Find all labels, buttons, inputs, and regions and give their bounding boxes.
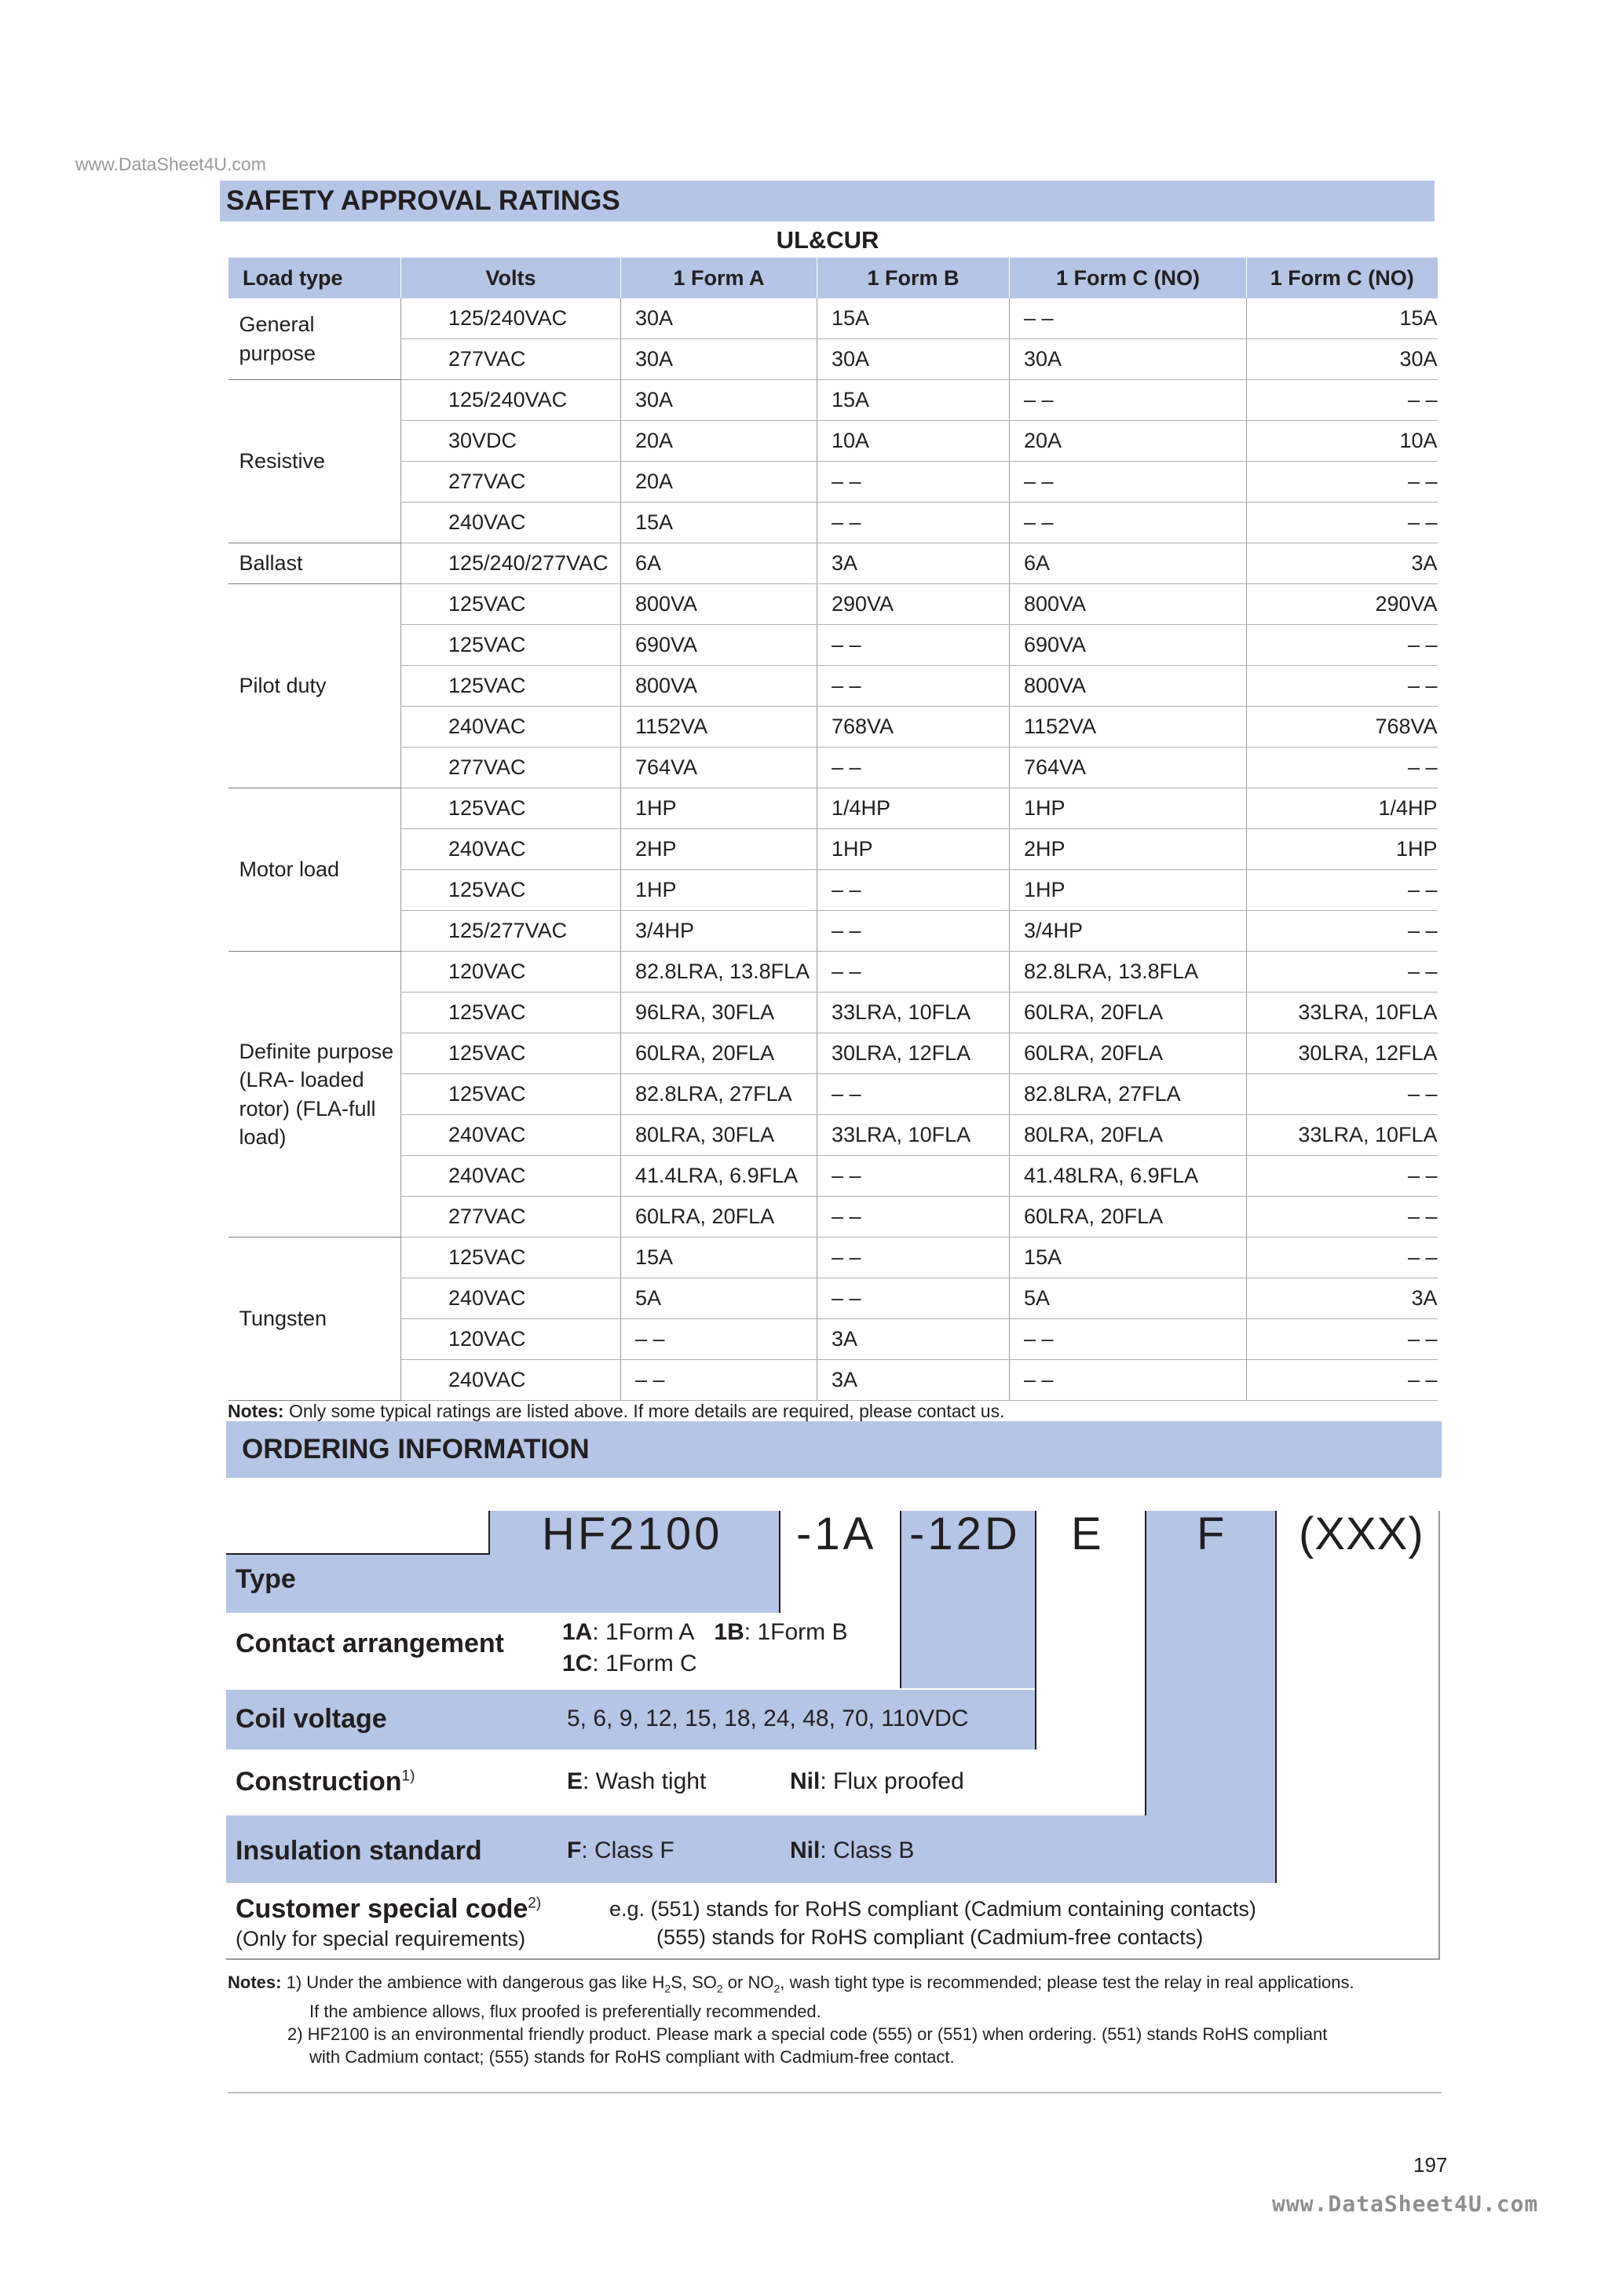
rating-cell: 1/4HP <box>817 788 1010 829</box>
ratings-header-1: Volts <box>401 258 621 298</box>
rating-cell: – – <box>817 1074 1010 1115</box>
rating-cell: 30LRA, 12FLA <box>817 1033 1010 1074</box>
rating-cell: 3A <box>817 1319 1010 1360</box>
rating-cell: – – <box>1247 503 1438 543</box>
rating-cell: 800VA <box>621 666 817 707</box>
rating-cell: 240VAC <box>401 1360 621 1401</box>
table-row <box>228 339 1438 380</box>
rating-cell: 764VA <box>1010 748 1247 788</box>
rating-cell: 15A <box>621 1238 817 1278</box>
construction-options: E: Wash tight <box>567 1768 707 1794</box>
rating-cell: – – <box>1247 380 1438 421</box>
rating-cell: 125VAC <box>401 1074 621 1115</box>
rating-cell: – – <box>817 952 1010 993</box>
bottom-divider <box>228 2092 1442 2093</box>
rating-cell: 30LRA, 12FLA <box>1247 1033 1438 1074</box>
rating-cell: 30A <box>621 298 817 339</box>
rating-cell: 125VAC <box>401 1033 621 1074</box>
rating-cell: 82.8LRA, 27FLA <box>621 1074 817 1115</box>
code-coil: -12D <box>909 1508 1021 1559</box>
rating-cell: 33LRA, 10FLA <box>817 1115 1010 1156</box>
rating-cell: 125VAC <box>401 584 621 625</box>
rating-cell: 125/240VAC <box>401 298 621 339</box>
rating-cell: – – <box>1247 1238 1438 1278</box>
rating-cell: 125VAC <box>401 1238 621 1278</box>
contact-label: Contact arrangement <box>236 1629 504 1658</box>
ratings-header-2: 1 Form A <box>621 258 817 298</box>
table-row <box>228 870 1438 911</box>
rating-cell: 33LRA, 10FLA <box>1247 993 1438 1033</box>
coil-values: 5, 6, 9, 12, 15, 18, 24, 48, 70, 110VDC <box>567 1706 969 1731</box>
rating-cell: 3A <box>817 543 1010 584</box>
rating-cell: 125VAC <box>401 666 621 707</box>
rating-cell: 277VAC <box>401 462 621 503</box>
rating-cell: – – <box>1247 1197 1438 1238</box>
rating-cell: 240VAC <box>401 1278 621 1319</box>
rating-cell: 3/4HP <box>1010 911 1247 952</box>
ratings-table <box>228 258 1438 1401</box>
rating-cell: 690VA <box>621 625 817 666</box>
load-type-cell: Ballast <box>228 543 401 584</box>
safety-section-title: SAFETY APPROVAL RATINGS <box>226 185 620 216</box>
note-2-line1: 2) HF2100 is an environmental friendly product. Please mark a special code (555) or (551) when ordering. (551) stands RoHS compliant <box>287 2024 1328 2045</box>
load-type-cell: Pilot duty <box>228 584 401 788</box>
rating-cell: 20A <box>621 421 817 462</box>
rating-cell: 240VAC <box>401 1115 621 1156</box>
rating-cell: – – <box>1247 748 1438 788</box>
rating-cell: 5A <box>1010 1278 1247 1319</box>
rating-cell: – – <box>1247 952 1438 993</box>
rating-cell: – – <box>817 1197 1010 1238</box>
code-insulation: F <box>1197 1508 1228 1559</box>
rating-cell: 1152VA <box>1010 707 1247 748</box>
rating-cell: 290VA <box>817 584 1010 625</box>
safety-section-header <box>220 181 1435 221</box>
construction-label: Construction$^{1)}$ <box>236 1767 415 1797</box>
rating-cell: – – <box>1247 462 1438 503</box>
ordering-section-title: ORDERING INFORMATION <box>242 1434 590 1464</box>
rating-cell: – – <box>1247 1156 1438 1197</box>
rating-cell: 20A <box>621 462 817 503</box>
table-row <box>228 1319 1438 1360</box>
rating-cell: 60LRA, 20FLA <box>621 1197 817 1238</box>
rating-cell: 120VAC <box>401 952 621 993</box>
rating-cell: – – <box>621 1360 817 1401</box>
rating-cell: 6A <box>621 543 817 584</box>
type-label: Type <box>236 1564 296 1594</box>
table-row <box>228 1197 1438 1238</box>
type-row-block <box>226 1553 779 1613</box>
code-type: HF2100 <box>542 1508 723 1559</box>
table-row <box>228 666 1438 707</box>
rating-cell: 30A <box>1010 339 1247 380</box>
rating-cell: 15A <box>817 380 1010 421</box>
rating-cell: 96LRA, 30FLA <box>621 993 817 1033</box>
rating-cell: 80LRA, 20FLA <box>1010 1115 1247 1156</box>
rating-cell: 1HP <box>621 870 817 911</box>
special-line2: (555) stands for RoHS compliant (Cadmium-free contacts) <box>656 1925 1204 1949</box>
rating-cell: 1HP <box>1010 870 1247 911</box>
ratings-notes <box>228 1401 1004 1422</box>
rating-cell: 30VDC <box>401 421 621 462</box>
rating-cell: – – <box>1010 380 1247 421</box>
ratings-header-row <box>228 258 1438 298</box>
rating-cell: 1/4HP <box>1247 788 1438 829</box>
load-type-cell: Tungsten <box>228 1238 401 1401</box>
rating-cell: 10A <box>1247 421 1438 462</box>
rating-cell: 125/240/277VAC <box>401 543 621 584</box>
rating-cell: 15A <box>817 298 1010 339</box>
rating-cell: 1HP <box>621 788 817 829</box>
rating-cell: 1HP <box>817 829 1010 870</box>
ul-cur-title: UL&CUR <box>776 226 879 254</box>
rating-cell: – – <box>817 462 1010 503</box>
table-row <box>228 1238 1438 1278</box>
rating-cell: – – <box>1247 911 1438 952</box>
table-row <box>228 748 1438 788</box>
rating-cell: 1152VA <box>621 707 817 748</box>
rating-cell: 240VAC <box>401 707 621 748</box>
rating-cell: 30A <box>621 339 817 380</box>
rating-cell: 125VAC <box>401 993 621 1033</box>
load-type-cell: Motor load <box>228 788 401 952</box>
table-row <box>228 298 1438 339</box>
rating-cell: – – <box>1247 666 1438 707</box>
rating-cell: 30A <box>817 339 1010 380</box>
note-1-line1: Notes: 1) Under the ambience with dangerous gas like $H_2S$, $SO_2$ or $NO_2$, wash tight type is recommended; please test the relay in real applications. <box>228 1972 1354 1995</box>
table-row <box>228 1156 1438 1197</box>
table-row <box>228 911 1438 952</box>
rating-cell: 120VAC <box>401 1319 621 1360</box>
special-label: Customer special code$^{2)}$ <box>236 1894 542 1924</box>
rating-cell: – – <box>817 1156 1010 1197</box>
rating-cell: 60LRA, 20FLA <box>1010 993 1247 1033</box>
ordering-section-header <box>226 1421 1442 1478</box>
rating-cell: 20A <box>1010 421 1247 462</box>
table-row <box>228 503 1438 543</box>
table-row <box>228 1115 1438 1156</box>
rating-cell: – – <box>817 1278 1010 1319</box>
rating-cell: 240VAC <box>401 503 621 543</box>
rating-cell: – – <box>1247 1319 1438 1360</box>
rating-cell: 3/4HP <box>621 911 817 952</box>
load-type-cell: Resistive <box>228 380 401 543</box>
rating-cell: 125VAC <box>401 625 621 666</box>
rating-cell: – – <box>817 625 1010 666</box>
load-type-cell: General purpose <box>228 298 401 380</box>
table-row <box>228 543 1438 584</box>
rating-cell: 277VAC <box>401 1197 621 1238</box>
ordering-notes <box>228 1971 1445 2068</box>
rating-cell: – – <box>1247 870 1438 911</box>
rating-cell: 15A <box>1010 1238 1247 1278</box>
insulation-nil: Nil: Class B <box>790 1837 915 1863</box>
rating-cell: – – <box>817 503 1010 543</box>
table-row <box>228 952 1438 993</box>
note-1-line2: If the ambience allows, flux proofed is preferentially recommended. <box>309 2002 821 2022</box>
rating-cell: 768VA <box>1247 707 1438 748</box>
rating-cell: 3A <box>1247 1278 1438 1319</box>
contact-options-line1: 1A: 1Form A 1B: 1Form B <box>562 1619 848 1645</box>
rating-cell: 2HP <box>1010 829 1247 870</box>
rating-cell: 82.8LRA, 13.8FLA <box>621 952 817 993</box>
insulation-options: F: Class F <box>567 1837 674 1863</box>
rating-cell: 800VA <box>1010 584 1247 625</box>
ratings-header-0: Load type <box>228 258 401 298</box>
table-row <box>228 829 1438 870</box>
watermark-bottom: www.DataSheet4U.com <box>1272 2191 1539 2217</box>
rating-cell: 125/277VAC <box>401 911 621 952</box>
rating-cell: 33LRA, 10FLA <box>817 993 1010 1033</box>
rating-cell: 82.8LRA, 27FLA <box>1010 1074 1247 1115</box>
note-2-line2: with Cadmium contact; (555) stands for RoHS compliant with Cadmium-free contact. <box>309 2047 955 2067</box>
rating-cell: – – <box>1247 1074 1438 1115</box>
rating-cell: 768VA <box>817 707 1010 748</box>
rating-cell: 690VA <box>1010 625 1247 666</box>
rating-cell: 800VA <box>1010 666 1247 707</box>
load-type-cell: Definite purpose (LRA- loaded rotor) (FLA-full load) <box>228 952 401 1238</box>
rating-cell: 41.48LRA, 6.9FLA <box>1010 1156 1247 1197</box>
rating-cell: – – <box>621 1319 817 1360</box>
rating-cell: 6A <box>1010 543 1247 584</box>
special-line1: e.g. (551) stands for RoHS compliant (Cadmium containing contacts) <box>609 1897 1256 1921</box>
table-row <box>228 421 1438 462</box>
rating-cell: – – <box>1010 298 1247 339</box>
table-row <box>228 584 1438 625</box>
rating-cell: 125VAC <box>401 788 621 829</box>
rating-cell: 41.4LRA, 6.9FLA <box>621 1156 817 1197</box>
rating-cell: 277VAC <box>401 339 621 380</box>
rating-cell: – – <box>1247 1360 1438 1401</box>
table-row <box>228 380 1438 421</box>
special-sub: (Only for special requirements) <box>236 1927 526 1951</box>
rating-cell: 5A <box>621 1278 817 1319</box>
rating-cell: – – <box>817 911 1010 952</box>
rating-cell: 240VAC <box>401 1156 621 1197</box>
rating-cell: – – <box>1247 625 1438 666</box>
table-row <box>228 462 1438 503</box>
table-row <box>228 1074 1438 1115</box>
rating-cell: 15A <box>621 503 817 543</box>
rating-cell: 240VAC <box>401 829 621 870</box>
watermark-top: www.DataSheet4U.com <box>75 154 266 174</box>
rating-cell: 1HP <box>1247 829 1438 870</box>
rating-cell: 3A <box>817 1360 1010 1401</box>
table-row <box>228 788 1438 829</box>
rating-cell: 80LRA, 30FLA <box>621 1115 817 1156</box>
ratings-header-3: 1 Form B <box>817 258 1010 298</box>
rating-cell: – – <box>817 1238 1010 1278</box>
insulation-label: Insulation standard <box>236 1836 482 1866</box>
rating-cell: 1HP <box>1010 788 1247 829</box>
rating-cell: 60LRA, 20FLA <box>621 1033 817 1074</box>
rating-cell: 60LRA, 20FLA <box>1010 1197 1247 1238</box>
code-construction: E <box>1071 1508 1105 1559</box>
table-row <box>228 1278 1438 1319</box>
rating-cell: – – <box>1010 462 1247 503</box>
ratings-header-5: 1 Form C (NO) <box>1247 258 1438 298</box>
rating-cell: 125/240VAC <box>401 380 621 421</box>
rating-cell: 2HP <box>621 829 817 870</box>
rating-cell: 33LRA, 10FLA <box>1247 1115 1438 1156</box>
table-row <box>228 625 1438 666</box>
rating-cell: 10A <box>817 421 1010 462</box>
rating-cell: – – <box>817 748 1010 788</box>
rating-cell: 277VAC <box>401 748 621 788</box>
rating-cell: 800VA <box>621 584 817 625</box>
rating-cell: – – <box>1010 1319 1247 1360</box>
rating-cell: – – <box>817 666 1010 707</box>
ratings-notes-label: Notes: <box>228 1401 284 1421</box>
rating-cell: 30A <box>1247 339 1438 380</box>
rating-cell: 290VA <box>1247 584 1438 625</box>
rating-cell: 82.8LRA, 13.8FLA <box>1010 952 1247 993</box>
rating-cell: 764VA <box>621 748 817 788</box>
rating-cell: 15A <box>1247 298 1438 339</box>
coil-label: Coil voltage <box>236 1704 387 1734</box>
code-contact: -1A <box>796 1508 877 1559</box>
table-row <box>228 1360 1438 1401</box>
table-row <box>228 993 1438 1033</box>
rating-cell: 60LRA, 20FLA <box>1010 1033 1247 1074</box>
construction-nil: Nil: Flux proofed <box>790 1768 964 1794</box>
table-row <box>228 707 1438 748</box>
rating-cell: – – <box>817 870 1010 911</box>
rating-cell: 30A <box>621 380 817 421</box>
rating-cell: – – <box>1010 503 1247 543</box>
ratings-notes-text: Only some typical ratings are listed above. If more details are required, please contact us. <box>288 1401 1005 1421</box>
rating-cell: 3A <box>1247 543 1438 584</box>
table-row <box>228 1033 1438 1074</box>
rating-cell: 125VAC <box>401 870 621 911</box>
rating-cell: – – <box>1010 1360 1247 1401</box>
code-special: (XXX) <box>1299 1508 1424 1559</box>
page-number: 197 <box>1413 2153 1448 2177</box>
ratings-header-4: 1 Form C (NO) <box>1010 258 1247 298</box>
contact-options-line2: 1C: 1Form C <box>562 1651 697 1676</box>
